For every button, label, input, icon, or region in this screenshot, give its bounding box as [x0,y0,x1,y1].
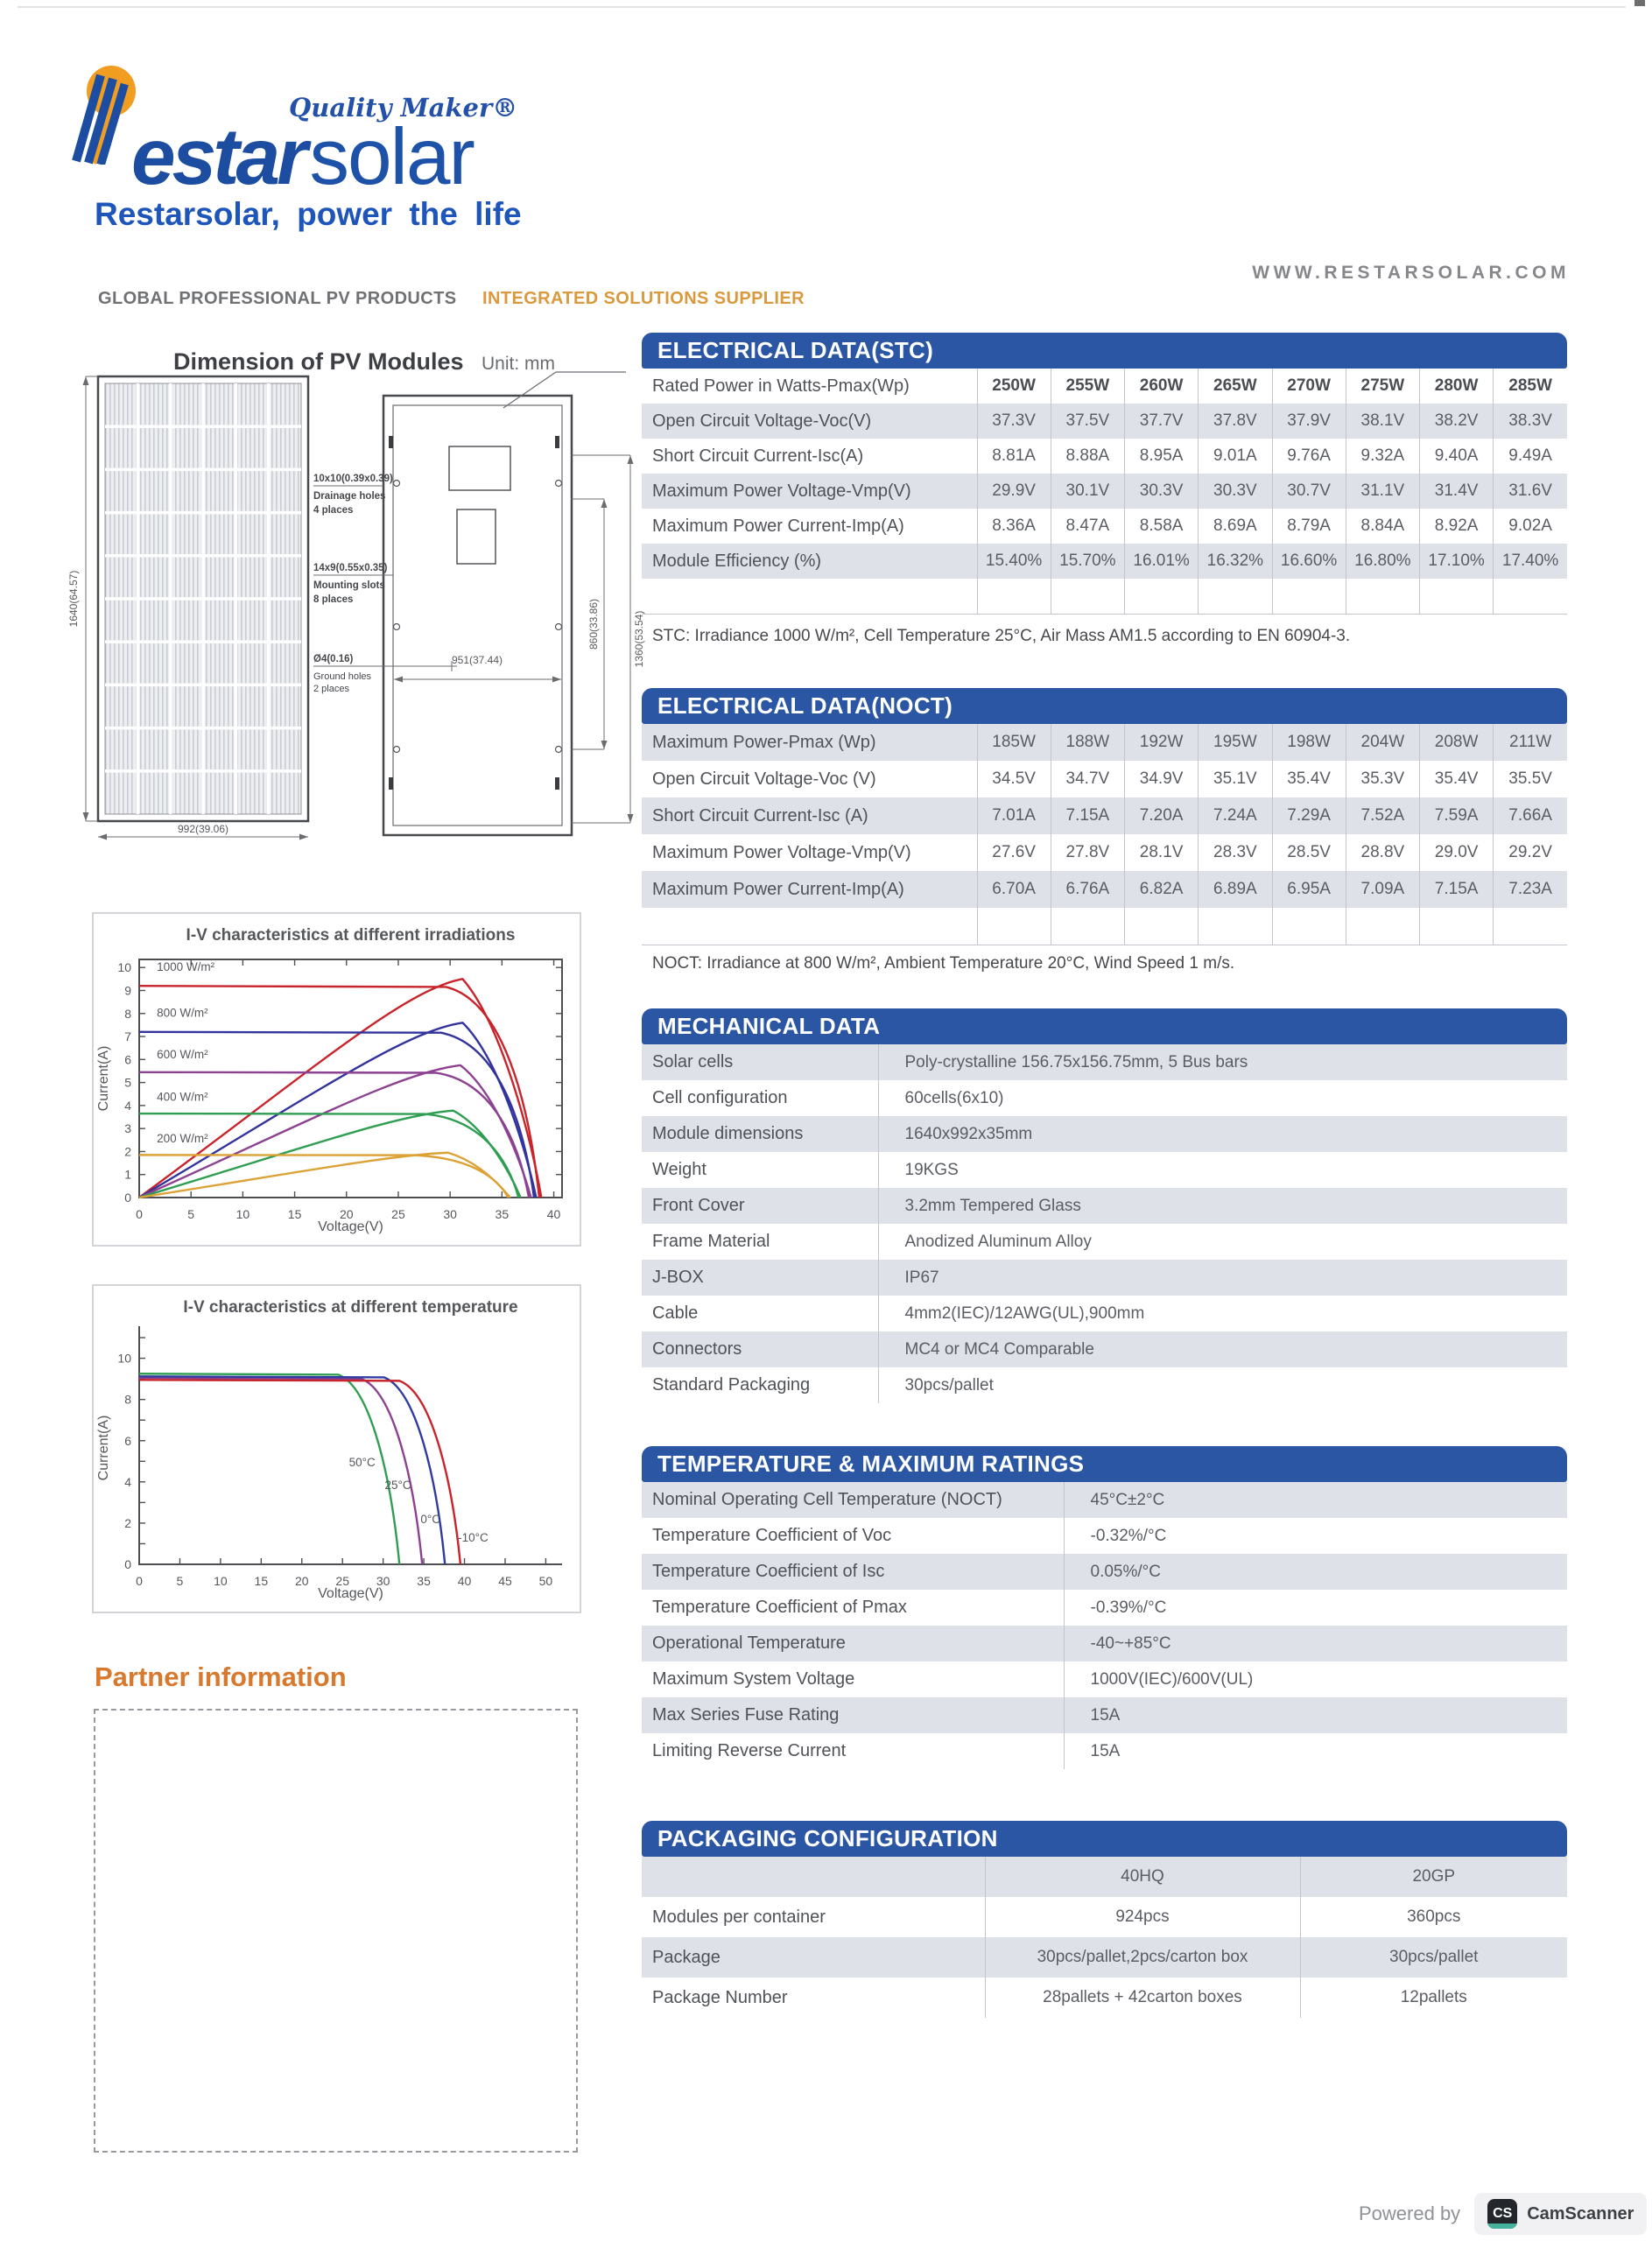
row-label: Temperature Coefficient of Isc [652,1562,885,1581]
row-value: 35.4V [1420,761,1494,797]
row-value: 7.24A [1199,797,1272,834]
iv-irradiation-chartbox [92,912,581,1247]
row-value: Anodized Aluminum Alloy [878,1224,1567,1260]
brand-wordmark [131,113,474,201]
row-value: 29.0V [1420,834,1494,871]
row-value: 8.47A [1051,509,1124,544]
spec-row [642,1260,1567,1296]
svg-text:200 W/m²: 200 W/m² [157,1131,208,1145]
row-value: 204W [1346,724,1419,761]
row-value: 16.60% [1272,544,1346,579]
tagline-right: INTEGRATED SOLUTIONS SUPPLIER [482,289,805,308]
row-value: 35.1V [1199,761,1272,797]
row-label: Open Circuit Voltage-Voc(V) [652,411,872,431]
row-label: Short Circuit Current-Isc(A) [652,446,864,466]
row-value: 6.95A [1272,871,1346,908]
spec-row [642,1367,1567,1403]
svg-text:30: 30 [376,1574,390,1588]
svg-text:I-V characteristics at differe: I-V characteristics at different temperature [183,1298,518,1317]
row-label: Weight [652,1160,706,1179]
row-label: Module dimensions [652,1124,804,1143]
temperature-ratings-section [642,1446,1567,1769]
drainage-label: Drainage holes [313,491,386,502]
electrical-data-noct-section [642,688,1567,945]
row-value: 0.05%/°C [1064,1554,1567,1590]
svg-text:0°C: 0°C [420,1512,441,1526]
section-title-bar: TEMPERATURE & MAXIMUM RATINGS [642,1446,1567,1482]
row-value: 37.3V [977,404,1051,439]
spec-row [642,1116,1567,1152]
row-value: 30pcs/pallet,2pcs/carton box [985,1937,1300,1978]
row-label: Frame Material [652,1232,770,1251]
row-value: 8.84A [1346,509,1419,544]
svg-text:8: 8 [124,1006,131,1021]
row-value: -0.39%/°C [1064,1590,1567,1626]
row-value: 7.59A [1420,797,1494,834]
row-label: Nominal Operating Cell Temperature (NOCT) [652,1490,1002,1509]
section-title-bar: MECHANICAL DATA [642,1008,1567,1044]
svg-text:25°C: 25°C [384,1479,411,1493]
section-title-bar: PACKAGING CONFIGURATION [642,1821,1567,1857]
row-value: 185W [977,724,1051,761]
row-label: Standard Packaging [652,1375,811,1394]
brand-slogan: Restarsolar, power the life [95,196,522,232]
noct-note: NOCT: Irradiance at 800 W/m², Ambient Temperature 20°C, Wind Speed 1 m/s. [652,954,1235,973]
row-value: 28.5V [1272,834,1346,871]
spec-row [642,1482,1567,1518]
junction-box-small [457,509,496,564]
row-value: 8.36A [977,509,1051,544]
spec-row [642,1554,1567,1590]
row-label: Maximum Power Voltage-Vmp(V) [652,481,911,501]
row-value: 8.79A [1272,509,1346,544]
row-value: 16.32% [1199,544,1272,579]
row-value: 35.5V [1494,761,1567,797]
row-label: Modules per container [652,1907,826,1927]
svg-text:50: 50 [538,1574,553,1588]
row-value: 8.92A [1420,509,1494,544]
rear-panel-outline [383,396,572,835]
spec-row [642,1331,1567,1367]
svg-text:7: 7 [124,1029,131,1044]
row-value: 45°C±2°C [1064,1482,1567,1518]
row-value: Poly-crystalline 156.75x156.75mm, 5 Bus bars [878,1044,1567,1080]
row-value: 38.3V [1494,404,1567,439]
svg-text:0: 0 [124,1191,131,1205]
row-value: 16.01% [1125,544,1199,579]
row-value: 20GP [1300,1857,1567,1897]
svg-text:10: 10 [117,1351,131,1366]
restar-sun-logo-icon [68,65,138,165]
packaging-configuration-section [642,1821,1567,2018]
spec-row [642,1590,1567,1626]
svg-text:40: 40 [457,1574,472,1588]
row-label: Short Circuit Current-Isc (A) [652,805,868,825]
electrical-data-stc-section [642,333,1567,615]
row-value: 6.82A [1125,871,1199,908]
svg-text:25: 25 [391,1207,405,1221]
svg-text:5: 5 [187,1207,195,1221]
drainage-dim: 10x10(0.39x0.39) [313,474,393,484]
camscanner-icon: CS [1487,2199,1517,2229]
mounting-label: Mounting slots [313,580,385,591]
spec-row [642,1044,1567,1080]
row-value: 285W [1494,369,1567,404]
svg-text:8: 8 [124,1392,131,1407]
row-value: 29.2V [1494,834,1567,871]
camscanner-label: CamScanner [1527,2203,1634,2223]
row-value: 3.2mm Tempered Glass [878,1188,1567,1224]
spec-row [642,1626,1567,1661]
row-value: 28.1V [1125,834,1199,871]
row-value: 7.15A [1051,797,1124,834]
spec-row [642,509,1567,544]
row-value: 195W [1199,724,1272,761]
scan-artifact-line [18,6,1626,8]
spec-row [642,1080,1567,1116]
svg-text:400 W/m²: 400 W/m² [157,1090,208,1104]
row-value: -0.32%/°C [1064,1518,1567,1554]
quality-maker-script: Quality Maker® [289,93,518,123]
section-title-bar: ELECTRICAL DATA(NOCT) [642,688,1567,724]
row-label: Temperature Coefficient of Pmax [652,1598,907,1617]
spec-row [642,797,1567,834]
ground-places: 2 places [313,684,349,694]
row-value: 7.23A [1494,871,1567,908]
row-value: 35.3V [1346,761,1419,797]
row-value: 6.76A [1051,871,1124,908]
row-label: Module Efficiency (%) [652,551,822,571]
row-value: 4mm2(IEC)/12AWG(UL),900mm [878,1296,1567,1331]
dimension-title: Dimension of PV Modules [173,348,464,375]
svg-text:Current(A): Current(A) [96,1415,111,1481]
row-value: 260W [1125,369,1199,404]
row-value: 16.80% [1346,544,1419,579]
rear-height-dim-outer: 1360(53.54) [633,610,645,668]
row-value: 34.5V [977,761,1051,797]
row-value: 15.40% [977,544,1051,579]
row-value: 34.7V [1051,761,1124,797]
svg-text:Voltage(V): Voltage(V) [318,1219,383,1234]
row-label: J-BOX [652,1268,704,1287]
svg-text:6: 6 [124,1433,131,1448]
svg-text:15: 15 [254,1574,269,1588]
row-value: 9.02A [1494,509,1567,544]
svg-text:5: 5 [124,1075,131,1090]
row-value: 31.4V [1420,474,1494,509]
svg-text:45: 45 [498,1574,512,1588]
svg-text:20: 20 [339,1207,354,1221]
row-label: Package [652,1947,721,1967]
svg-text:I-V characteristics at differe: I-V characteristics at different irradiations [186,926,516,945]
row-label: Maximum Power-Pmax (Wp) [652,732,876,752]
ground-label: Ground holes [313,671,372,682]
row-value: 6.70A [977,871,1051,908]
spec-row [642,1697,1567,1733]
row-value: 34.9V [1125,761,1199,797]
row-label: Cable [652,1303,699,1323]
section-title-bar: ELECTRICAL DATA(STC) [642,333,1567,369]
row-value: IP67 [878,1260,1567,1296]
svg-text:9: 9 [124,983,131,998]
row-value: 30.3V [1199,474,1272,509]
spec-row [642,369,1567,404]
mounting-places: 8 places [313,594,354,605]
svg-text:30: 30 [443,1207,457,1221]
partner-title: Partner information [95,1661,347,1692]
row-value: 60cells(6x10) [878,1080,1567,1116]
spec-row [642,1152,1567,1188]
row-value: 29.9V [977,474,1051,509]
row-value: 8.69A [1199,509,1272,544]
mounting-dim: 14x9(0.55x0.35) [313,563,388,573]
drainage-places: 4 places [313,505,354,516]
svg-text:10: 10 [235,1207,250,1221]
svg-text:600 W/m²: 600 W/m² [157,1048,208,1062]
spec-row [642,724,1567,761]
spec-row [642,1978,1567,2018]
svg-text:50°C: 50°C [348,1456,376,1470]
spec-row [642,404,1567,439]
spec-row [642,544,1567,579]
row-value: 15A [1064,1733,1567,1769]
empty-row [642,908,1567,945]
iv-temperature-chart [94,1286,576,1608]
tagline [98,289,805,309]
row-label: Max Series Fuse Rating [652,1705,840,1725]
row-value: 250W [977,369,1051,404]
svg-text:Voltage(V): Voltage(V) [318,1586,383,1601]
row-value: 27.6V [977,834,1051,871]
row-value: 30.7V [1272,474,1346,509]
row-value: 31.6V [1494,474,1567,509]
row-value: 8.88A [1051,439,1124,474]
dimension-unit: Unit: mm [481,354,555,374]
svg-text:2: 2 [124,1515,131,1530]
row-value: 1000V(IEC)/600V(UL) [1064,1661,1567,1697]
row-label: Connectors [652,1339,742,1359]
spec-row [642,474,1567,509]
row-label: Package Number [652,1987,788,2007]
row-value: 8.95A [1125,439,1199,474]
row-value: 37.5V [1051,404,1124,439]
row-label: Front Cover [652,1196,745,1215]
row-value: 27.8V [1051,834,1124,871]
row-value: 30.1V [1051,474,1124,509]
row-value: 9.76A [1272,439,1346,474]
row-label: Limiting Reverse Current [652,1741,847,1760]
row-value: 28.3V [1199,834,1272,871]
row-value: 211W [1494,724,1567,761]
row-value: 270W [1272,369,1346,404]
spec-row [642,1857,1567,1897]
row-value: 9.32A [1346,439,1419,474]
iv-temperature-chartbox [92,1284,581,1613]
mechanical-data-section [642,1008,1567,1403]
row-value: 37.7V [1125,404,1199,439]
row-value: MC4 or MC4 Comparable [878,1331,1567,1367]
row-value: 35.4V [1272,761,1346,797]
row-value: 7.52A [1346,797,1419,834]
row-value: 198W [1272,724,1346,761]
spec-row [642,834,1567,871]
row-label: Cell configuration [652,1088,788,1107]
row-value: 924pcs [985,1897,1300,1937]
row-value: 255W [1051,369,1124,404]
row-value: 208W [1420,724,1494,761]
row-value: 1640x992x35mm [878,1116,1567,1152]
row-label: Maximum Power Current-Imp(A) [652,879,904,899]
spec-row [642,1518,1567,1554]
row-value: 7.29A [1272,797,1346,834]
row-value: 28pallets + 42carton boxes [985,1978,1300,2018]
rear-height-dim-inner: 860(33.86) [587,598,600,650]
svg-text:15: 15 [287,1207,302,1221]
spec-row [642,761,1567,797]
iv-irradiation-chart [94,914,576,1241]
spec-row [642,871,1567,908]
row-label [642,1857,985,1897]
spec-row [642,1937,1567,1978]
rear-width-dim: 951(37.44) [451,654,503,666]
wordmark-restar: estar [131,113,305,201]
row-value: 7.66A [1494,797,1567,834]
stc-note: STC: Irradiance 1000 W/m², Cell Temperature 25°C, Air Mass AM1.5 according to EN 60904-3. [652,627,1351,645]
spec-row [642,1733,1567,1769]
row-value: 31.1V [1346,474,1419,509]
spec-row [642,1224,1567,1260]
empty-row [642,579,1567,615]
svg-text:Current(A): Current(A) [96,1045,111,1112]
front-width-dim: 992(39.06) [177,823,229,835]
svg-text:0: 0 [136,1207,143,1221]
partner-box [94,1709,578,2153]
svg-text:35: 35 [495,1207,510,1221]
wordmark-solar: solar [309,113,474,201]
row-value: 28.8V [1346,834,1419,871]
ground-dim: Ø4(0.16) [313,654,354,664]
spec-row [642,1897,1567,1937]
row-value: 280W [1420,369,1494,404]
row-label: Solar cells [652,1052,734,1071]
scan-artifact-mark [1634,0,1645,6]
tagline-left: GLOBAL PROFESSIONAL PV PRODUCTS [98,289,457,308]
row-value: 17.40% [1494,544,1567,579]
row-value: -40~+85°C [1064,1626,1567,1661]
row-value: 38.2V [1420,404,1494,439]
svg-text:4: 4 [124,1098,131,1113]
row-value: 6.89A [1199,871,1272,908]
pv-module-drawing [61,368,657,871]
row-value: 9.01A [1199,439,1272,474]
row-value: 37.8V [1199,404,1272,439]
svg-text:10: 10 [117,960,131,975]
row-label: Maximum Power Voltage-Vmp(V) [652,842,911,862]
spec-row [642,1661,1567,1697]
camscanner-badge[interactable] [1474,2193,1647,2235]
svg-text:10: 10 [214,1574,228,1588]
row-label: Maximum System Voltage [652,1669,855,1689]
row-value: 17.10% [1420,544,1494,579]
row-value: 15A [1064,1697,1567,1733]
row-value: 9.40A [1420,439,1494,474]
svg-text:0: 0 [136,1574,143,1588]
svg-text:2: 2 [124,1144,131,1159]
svg-text:25: 25 [335,1574,350,1588]
row-value: 15.70% [1051,544,1124,579]
row-value: 192W [1125,724,1199,761]
junction-box [449,446,510,490]
website-url: WWW.RESTARSOLAR.COM [1252,263,1570,283]
row-value: 265W [1199,369,1272,404]
row-value: 7.15A [1420,871,1494,908]
svg-text:1: 1 [124,1167,131,1182]
svg-text:35: 35 [417,1574,431,1588]
row-value: 7.01A [977,797,1051,834]
row-value: 7.09A [1346,871,1419,908]
row-value: 12pallets [1300,1978,1567,2018]
spec-row [642,439,1567,474]
svg-text:4: 4 [124,1474,131,1489]
row-value: 40HQ [985,1857,1300,1897]
powered-by-label: Powered by [1359,2202,1461,2224]
row-label: Open Circuit Voltage-Voc (V) [652,769,876,789]
svg-text:6: 6 [124,1052,131,1067]
svg-text:-10°C: -10°C [458,1531,489,1545]
row-label: Operational Temperature [652,1633,846,1653]
row-label: Temperature Coefficient of Voc [652,1526,892,1545]
svg-text:20: 20 [294,1574,309,1588]
row-value: 360pcs [1300,1897,1567,1937]
row-label: Rated Power in Watts-Pmax(Wp) [652,376,910,396]
row-value: 19KGS [878,1152,1567,1188]
footer [1359,2193,1647,2235]
svg-text:0: 0 [124,1557,131,1571]
row-value: 188W [1051,724,1124,761]
row-label: Maximum Power Current-Imp(A) [652,516,904,536]
svg-text:1000 W/m²: 1000 W/m² [157,960,215,974]
svg-text:40: 40 [546,1207,561,1221]
front-height-dim: 1640(64.57) [67,570,80,628]
svg-text:5: 5 [176,1574,184,1588]
row-value: 30pcs/pallet [878,1367,1567,1403]
row-value: 38.1V [1346,404,1419,439]
row-value: 8.81A [977,439,1051,474]
row-value: 7.20A [1125,797,1199,834]
row-value: 30pcs/pallet [1300,1937,1567,1978]
row-value: 9.49A [1494,439,1567,474]
row-value: 8.58A [1125,509,1199,544]
row-value: 275W [1346,369,1419,404]
spec-row [642,1188,1567,1224]
spec-row [642,1296,1567,1331]
row-value: 30.3V [1125,474,1199,509]
svg-text:3: 3 [124,1121,131,1136]
svg-text:800 W/m²: 800 W/m² [157,1006,208,1020]
row-value: 37.9V [1272,404,1346,439]
